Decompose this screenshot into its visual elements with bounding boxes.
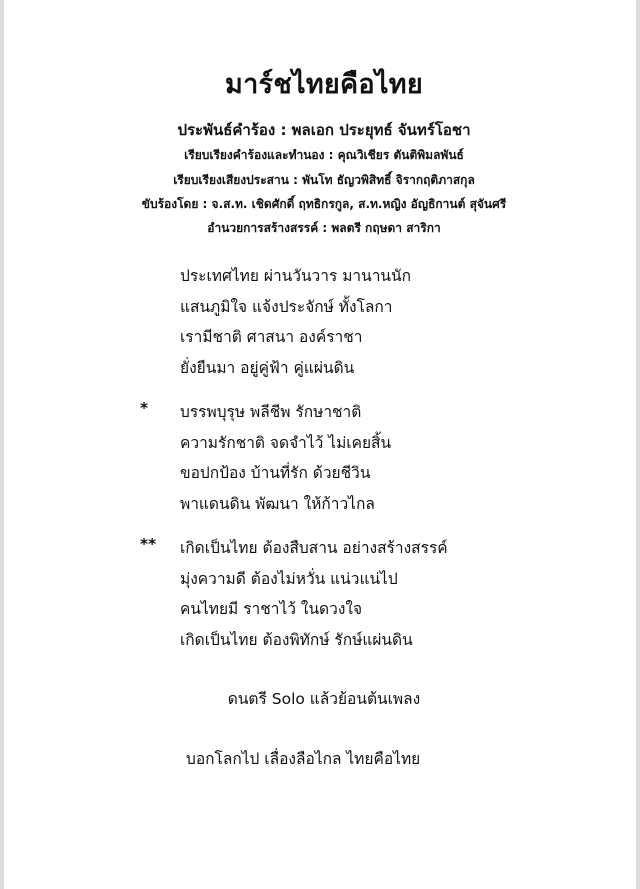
interlude-note: ดนตรี Solo แล้วย้อนต้นเพลง xyxy=(227,690,421,708)
lyric-text: ขอปกป้อง บ้านที่รัก ด้วยชีวิน xyxy=(180,464,371,482)
lyric-text: บรรพบุรุษ พลีชีพ รักษาชาติ xyxy=(180,403,362,421)
lyric-text: พาแดนดิน พัฒนา ให้ก้าวไกล xyxy=(180,494,375,513)
credit-orchestration: เรียบเรียงเสียงประสาน : พันโท ธัญวพิสิทธิ์ จิรากฤติภาสกุล xyxy=(173,173,475,187)
lyric-text: เกิดเป็นไทย ต้องพิทักษ์ รักษ์แผ่นดิน xyxy=(180,630,413,649)
lyric-text: แสนภูมิใจ แจ้งประจักษ์ ทั้งโลกา xyxy=(180,297,393,316)
credit-lyricist: ประพันธ์คำร้อง : พลเอก ประยุทธ์ จันทร์โอชา xyxy=(177,121,471,139)
credit-creative-director: อำนวยการสร้างสรรค์ : พลตรี กฤษดา สาริกา xyxy=(207,221,441,235)
lyric-text: เรามีชาติ ศาสนา องค์ราชา xyxy=(180,328,363,346)
closing-line: บอกโลกไป เลื่องลือไกล ไทยคือไทย xyxy=(186,750,421,768)
lyric-text: คนไทยมี ราชาไว้ ในดวงใจ xyxy=(180,600,363,618)
lyric-text: ประเทศไทย ผ่านวันวาร มานานนัก xyxy=(180,267,412,285)
lyric-text: ความรักชาติ จดจำไว้ ไม่เคยสิ้น xyxy=(180,433,392,452)
credit-arranger-composer: เรียบเรียงคำร้องและทำนอง : คุณวิเชียร ตันติพิมลพันธ์ xyxy=(184,148,464,162)
page-edge-right xyxy=(636,0,640,889)
lyric-text: ยั่งยืนมา อยู่คู่ฟ้า คู่แผ่นดิน xyxy=(180,358,355,377)
lyric-text: เกิดเป็นไทย ต้องสืบสาน อย่างสร้างสรรค์ xyxy=(180,539,448,557)
lyrics-page xyxy=(4,0,636,889)
credit-vocals: ขับร้องโดย : จ.ส.ท. เชิดศักดิ์ ฤทธิกรกูล, ส.ท.หญิง อัญธิกานต์ สุจันศรี xyxy=(141,197,507,211)
lyric-text: มุ่งความดี ต้องไม่หวั่น แน่วแน่ไป xyxy=(180,569,398,588)
stanza-marker: * xyxy=(140,399,149,417)
stanza-marker: ** xyxy=(140,535,157,553)
song-title: มาร์ชไทยคือไทย xyxy=(224,69,424,100)
